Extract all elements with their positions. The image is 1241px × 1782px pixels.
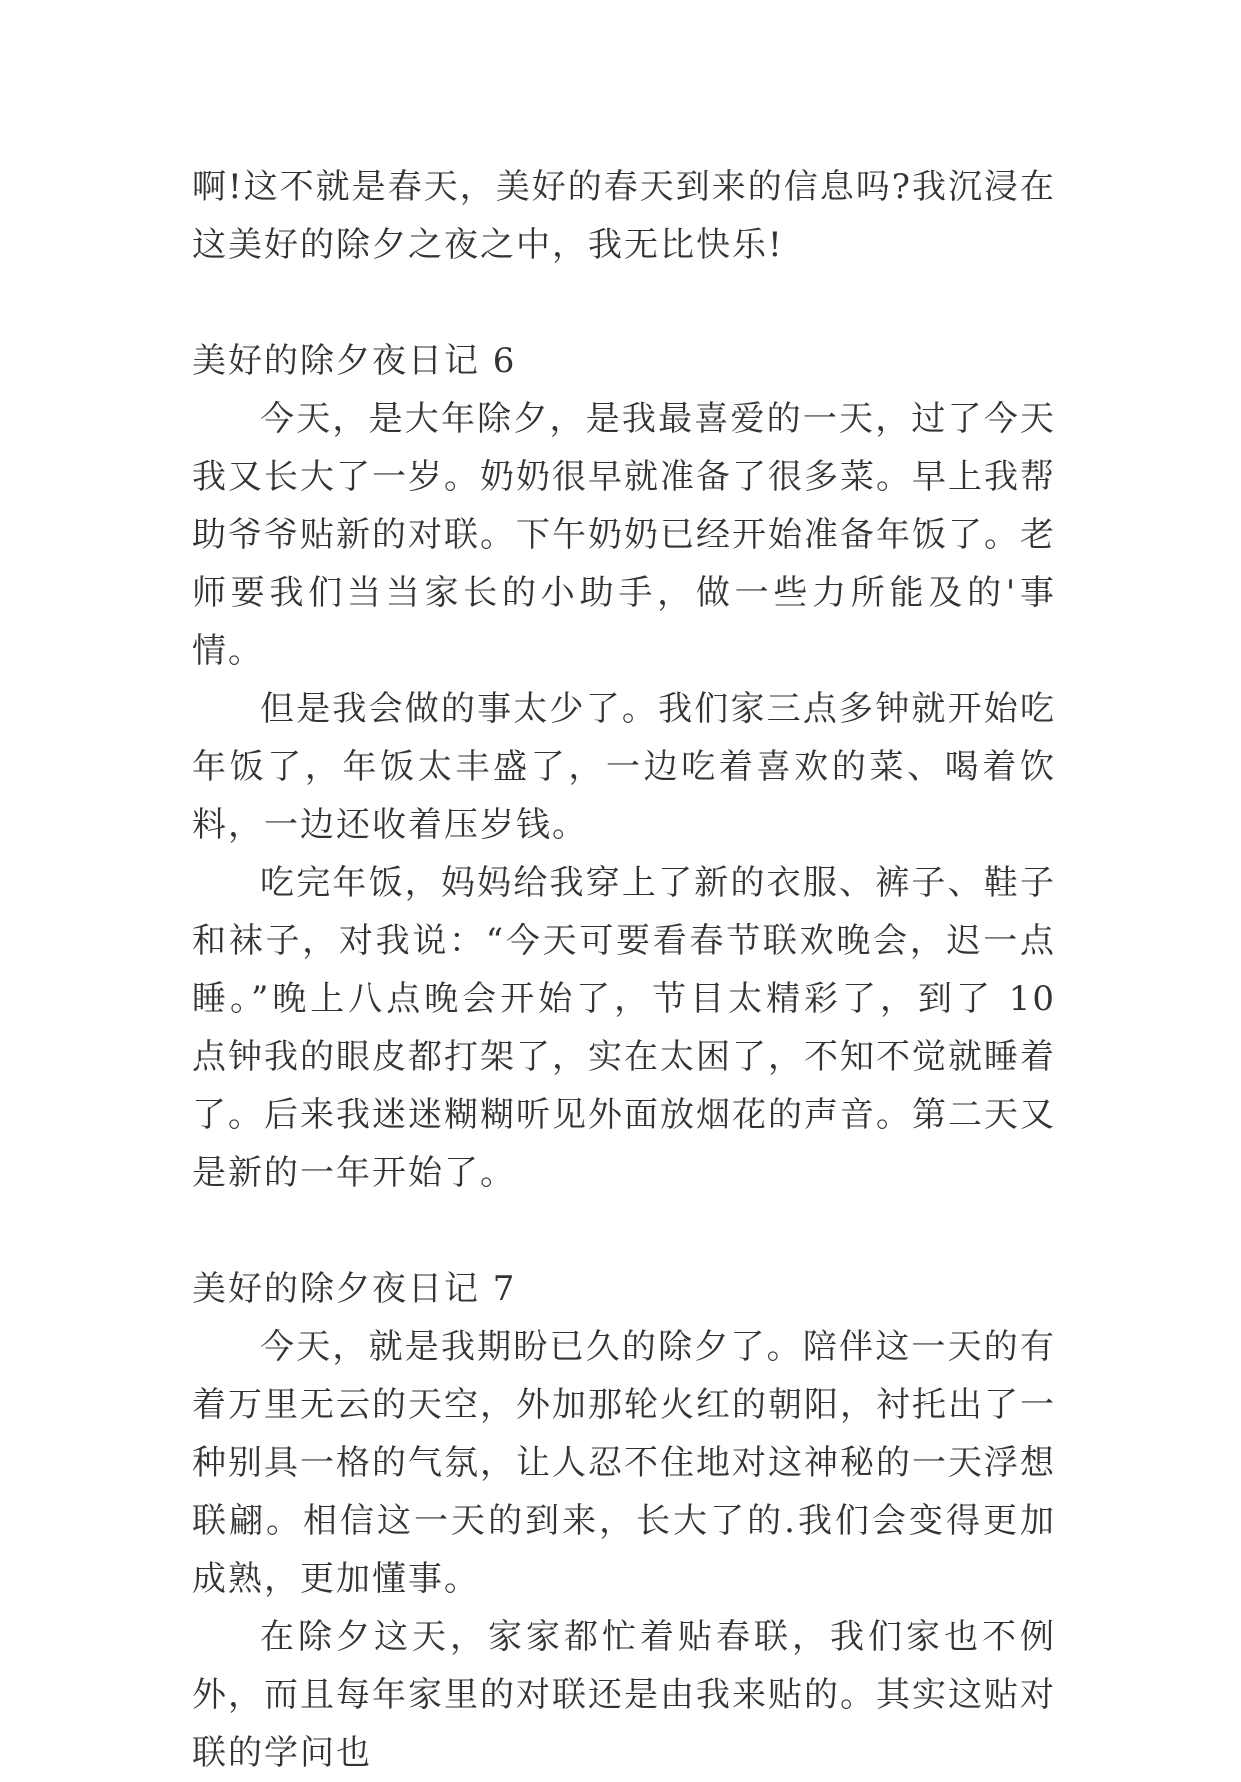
section-spacer — [192, 274, 1056, 332]
section-7-paragraph-1: 今天，就是我期盼已久的除夕了。陪伴这一天的有着万里无云的天空，外加那轮火红的朝阳，衬托出了一种别具一格的气氛，让人忍不住地对这神秘的一天浮想联翩。相信这一天的到来，长大了的.我们会变得更加成熟，更加懂事。 — [192, 1327, 1056, 1599]
intro-paragraph: 啊!这不就是春天，美好的春天到来的信息吗?我沉浸在这美好的除夕之夜之中，我无比快乐! — [192, 167, 1056, 265]
section-7-paragraph-2: 在除夕这天，家家都忙着贴春联，我们家也不例外，而且每年家里的对联还是由我来贴的。其实这贴对联的学问也 — [192, 1617, 1056, 1773]
document-body — [192, 158, 1056, 1782]
section-6-paragraph-1: 今天，是大年除夕，是我最喜爱的一天，过了今天我又长大了一岁。奶奶很早就准备了很多菜。早上我帮助爷爷贴新的对联。下午奶奶已经开始准备年饭了。老师要我们当当家长的小助手，做一些力所能及的'事情。 — [192, 399, 1056, 671]
section-6-paragraph-2: 但是我会做的事太少了。我们家三点多钟就开始吃年饭了，年饭太丰盛了，一边吃着喜欢的菜、喝着饮料，一边还收着压岁钱。 — [192, 689, 1056, 845]
section-title-6: 美好的除夕夜日记 6 — [192, 341, 517, 381]
section-spacer — [192, 1202, 1056, 1260]
section-6-paragraph-3: 吃完年饭，妈妈给我穿上了新的衣服、裤子、鞋子和袜子，对我说：“今天可要看春节联欢晚会，迟一点睡。”晚上八点晚会开始了，节目太精彩了，到了 10 点钟我的眼皮都打架了，实在太困了，不知不觉就睡着了。后来我迷迷糊糊听见外面放烟花的声音。第二天又是新的一年开始了。 — [192, 863, 1056, 1193]
section-title-7: 美好的除夕夜日记 7 — [192, 1269, 517, 1309]
